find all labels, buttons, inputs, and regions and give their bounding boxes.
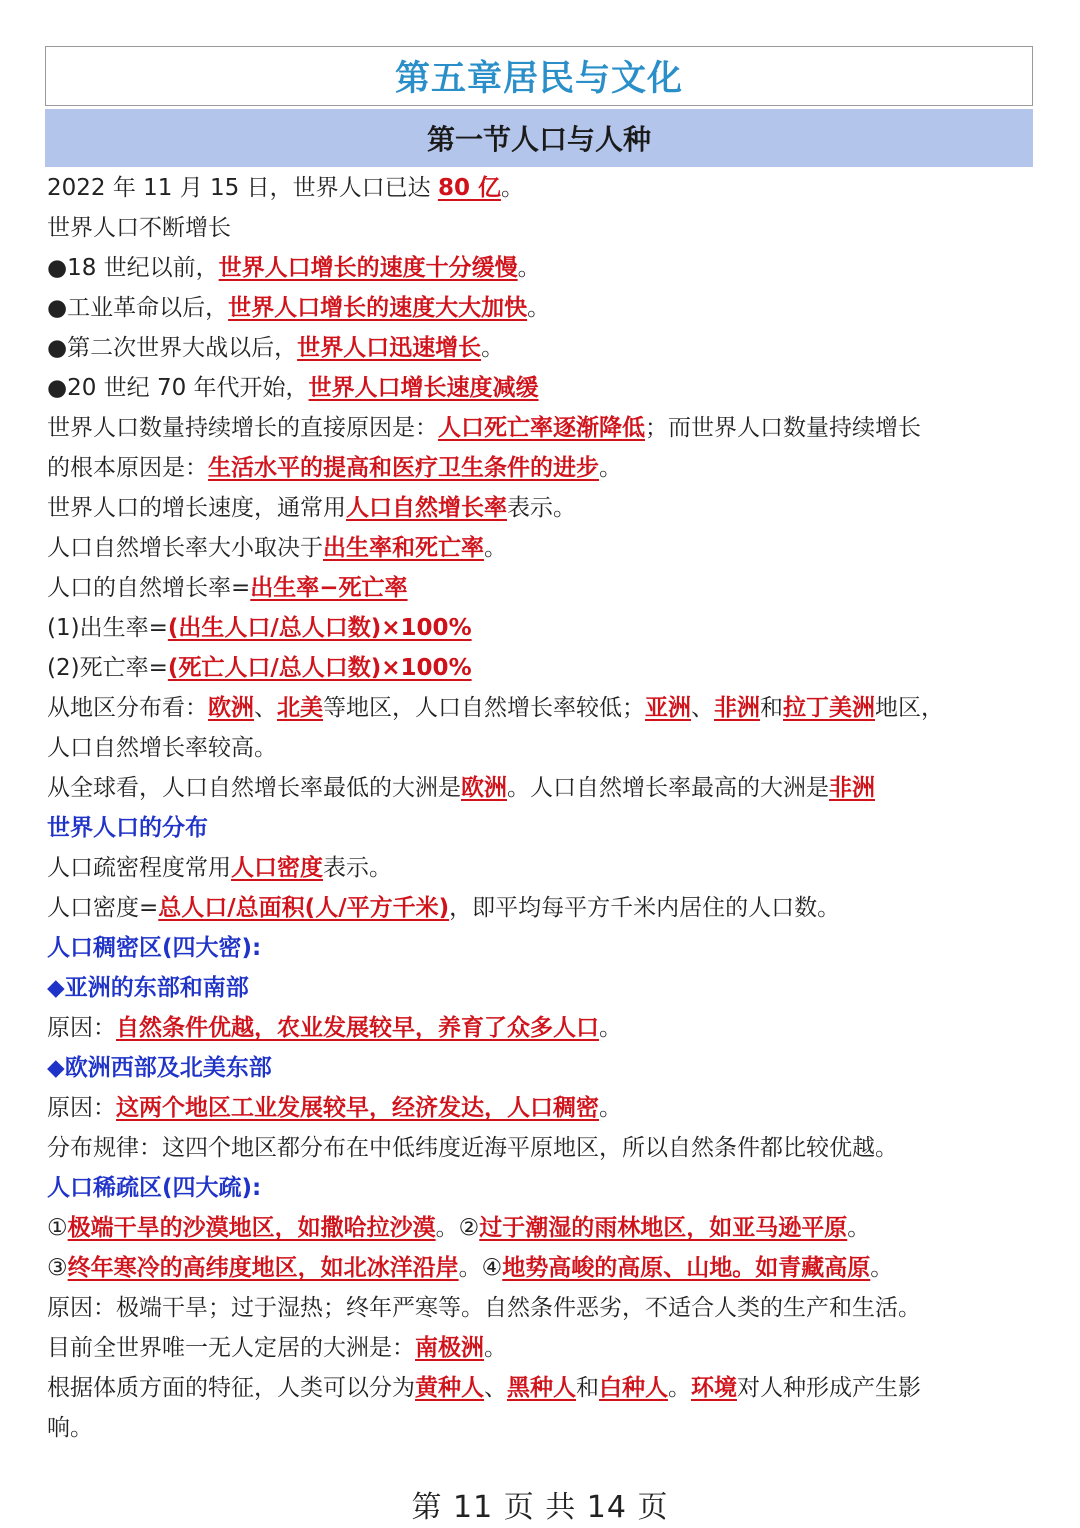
body-text: (1)出生率=	[47, 615, 168, 641]
text-line	[47, 928, 1037, 968]
subheading: 人口稀疏区(四大疏):	[47, 1175, 262, 1201]
key-point: 出生率和死亡率	[323, 535, 484, 561]
body-text: 原因：极端干旱；过于湿热；终年严寒等。自然条件恶劣，不适合人类的生产和生活。	[47, 1295, 921, 1321]
subheading: ◆亚洲的东部和南部	[47, 975, 249, 1001]
key-point: 北美	[277, 695, 323, 721]
body-text: 。	[527, 295, 551, 321]
text-line	[47, 888, 1037, 928]
text-line	[47, 1128, 1037, 1168]
text-line	[47, 568, 1037, 608]
text-line	[47, 768, 1037, 808]
body-text: 响。	[47, 1415, 93, 1441]
body-text: 。	[484, 1335, 507, 1361]
body-text: 世界人口的增长速度，通常用	[47, 495, 346, 521]
body-text: ；而世界人口数量持续增长	[645, 415, 921, 441]
key-point: 亚洲	[645, 695, 691, 721]
content-body	[47, 168, 1037, 1448]
key-point: 拉丁美洲	[783, 695, 875, 721]
body-text: 、	[254, 695, 277, 721]
body-text: 。	[870, 1255, 894, 1281]
subheading: ◆欧洲西部及北美东部	[47, 1055, 272, 1081]
body-text: 地区，	[875, 695, 944, 721]
text-line	[47, 728, 1037, 768]
body-text: 人口的自然增长率=	[47, 575, 251, 601]
text-line	[47, 1328, 1037, 1368]
body-text: 人口自然增长率大小取决于	[47, 535, 323, 561]
body-text: ③	[47, 1255, 68, 1281]
body-text: 。	[668, 1375, 691, 1401]
text-line	[47, 1168, 1037, 1208]
key-point: 人口自然增长率	[346, 495, 507, 521]
key-point: 总人口/总面积(人/平方千米)	[158, 895, 450, 921]
text-line	[47, 648, 1037, 688]
text-line	[47, 288, 1037, 328]
body-text: 和	[576, 1375, 599, 1401]
text-line	[47, 1408, 1037, 1448]
key-point: 自然条件优越，农业发展较早，养育了众多人口	[116, 1015, 599, 1041]
body-text: 表示。	[323, 855, 392, 881]
body-text: 。	[484, 535, 507, 561]
key-point: 世界人口增长速度减缓	[308, 375, 539, 401]
body-text: 分布规律：这四个地区都分布在中低纬度近海平原地区，所以自然条件都比较优越。	[47, 1135, 898, 1161]
key-point: 人口死亡率逐渐降低	[438, 415, 645, 441]
key-point: 过于潮湿的雨林地区，如亚马逊平原	[479, 1215, 848, 1241]
key-point: 这两个地区工业发展较早，经济发达，人口稠密	[116, 1095, 599, 1121]
key-point: 极端干旱的沙漠地区，如撒哈拉沙漠	[67, 1215, 436, 1241]
key-point: 80 亿	[437, 175, 501, 201]
text-line	[47, 1248, 1037, 1288]
key-point: 世界人口增长的速度十分缓慢	[218, 255, 518, 281]
key-point: 南极洲	[415, 1335, 484, 1361]
key-point: 地势高峻的高原、山地。如青藏高原	[502, 1255, 871, 1281]
key-point: 白种人	[599, 1375, 668, 1401]
text-line	[47, 1008, 1037, 1048]
body-text: 世界人口数量持续增长的直接原因是：	[47, 415, 438, 441]
body-text: 对人种形成产生影	[737, 1375, 921, 1401]
body-text: 。人口自然增长率最高的大洲是	[507, 775, 829, 801]
body-text: 的根本原因是：	[47, 455, 208, 481]
body-text: 表示。	[507, 495, 576, 521]
key-point: 黑种人	[507, 1375, 576, 1401]
body-text: 等地区，人口自然增长率较低；	[323, 695, 645, 721]
section-title: 第一节人口与人种	[45, 109, 1033, 167]
body-text: 人口密度=	[47, 895, 159, 921]
key-point: (出生人口/总人口数)×100%	[167, 615, 472, 641]
body-text: 从地区分布看：	[47, 695, 208, 721]
text-line	[47, 488, 1037, 528]
body-text: ●工业革命以后，	[47, 295, 229, 321]
key-point: 非洲	[829, 775, 875, 801]
body-text: ①	[47, 1215, 68, 1241]
text-line	[47, 1048, 1037, 1088]
body-text: 。②	[435, 1215, 480, 1241]
key-point: 终年寒冷的高纬度地区，如北冰洋沿岸	[67, 1255, 459, 1281]
body-text: (2)死亡率=	[47, 655, 168, 681]
body-text: 人口自然增长率较高。	[47, 735, 277, 761]
body-text: 、	[484, 1375, 507, 1401]
text-line	[47, 328, 1037, 368]
body-text: 目前全世界唯一无人定居的大洲是：	[47, 1335, 415, 1361]
key-point: 欧洲	[461, 775, 507, 801]
key-point: 黄种人	[415, 1375, 484, 1401]
body-text: 。	[599, 1095, 622, 1121]
body-text: 。④	[458, 1255, 503, 1281]
key-point: 欧洲	[208, 695, 254, 721]
body-text: ●18 世纪以前，	[47, 255, 219, 281]
body-text: 。	[599, 455, 622, 481]
text-line	[47, 968, 1037, 1008]
body-text: 根据体质方面的特征，人类可以分为	[47, 1375, 415, 1401]
text-line	[47, 248, 1037, 288]
key-point: 非洲	[714, 695, 760, 721]
text-line	[47, 408, 1037, 448]
page-number: 第 11 页 共 14 页	[411, 1490, 669, 1525]
key-point: 世界人口迅速增长	[297, 335, 482, 361]
body-text: 。	[481, 335, 505, 361]
text-line	[47, 208, 1037, 248]
body-text: ，即平均每平方千米内居住的人口数。	[449, 895, 841, 921]
text-line	[47, 848, 1037, 888]
body-text: 。	[500, 175, 524, 201]
text-line	[47, 1288, 1037, 1328]
text-line	[47, 1368, 1037, 1408]
body-text: 。	[847, 1215, 871, 1241]
body-text: 原因：	[47, 1015, 116, 1041]
text-line	[47, 1208, 1037, 1248]
body-text: 2022 年 11 月 15 日，世界人口已达	[47, 175, 438, 201]
key-point: 环境	[691, 1375, 737, 1401]
subheading: 世界人口的分布	[47, 815, 208, 841]
body-text: 人口疏密程度常用	[47, 855, 231, 881]
text-line	[47, 528, 1037, 568]
text-line	[47, 368, 1037, 408]
text-line	[47, 1088, 1037, 1128]
text-line	[47, 808, 1037, 848]
body-text: 。	[599, 1015, 622, 1041]
body-text: ●20 世纪 70 年代开始，	[47, 375, 309, 401]
chapter-title: 第五章居民与文化	[45, 46, 1033, 106]
key-point: 生活水平的提高和医疗卫生条件的进步	[208, 455, 599, 481]
body-text: 和	[760, 695, 783, 721]
body-text: 。	[517, 255, 541, 281]
key-point: (死亡人口/总人口数)×100%	[167, 655, 472, 681]
body-text: 从全球看，人口自然增长率最低的大洲是	[47, 775, 461, 801]
text-line	[47, 448, 1037, 488]
body-text: 原因：	[47, 1095, 116, 1121]
key-point: 人口密度	[231, 855, 323, 881]
body-text: 、	[691, 695, 714, 721]
key-point: 出生率−死亡率	[250, 575, 408, 601]
text-line	[47, 688, 1037, 728]
subheading: 人口稠密区(四大密):	[47, 935, 262, 961]
text-line	[47, 168, 1037, 208]
key-point: 世界人口增长的速度大大加快	[228, 295, 528, 321]
text-line	[47, 608, 1037, 648]
body-text: 世界人口不断增长	[47, 215, 231, 241]
body-text: ●第二次世界大战以后，	[47, 335, 298, 361]
